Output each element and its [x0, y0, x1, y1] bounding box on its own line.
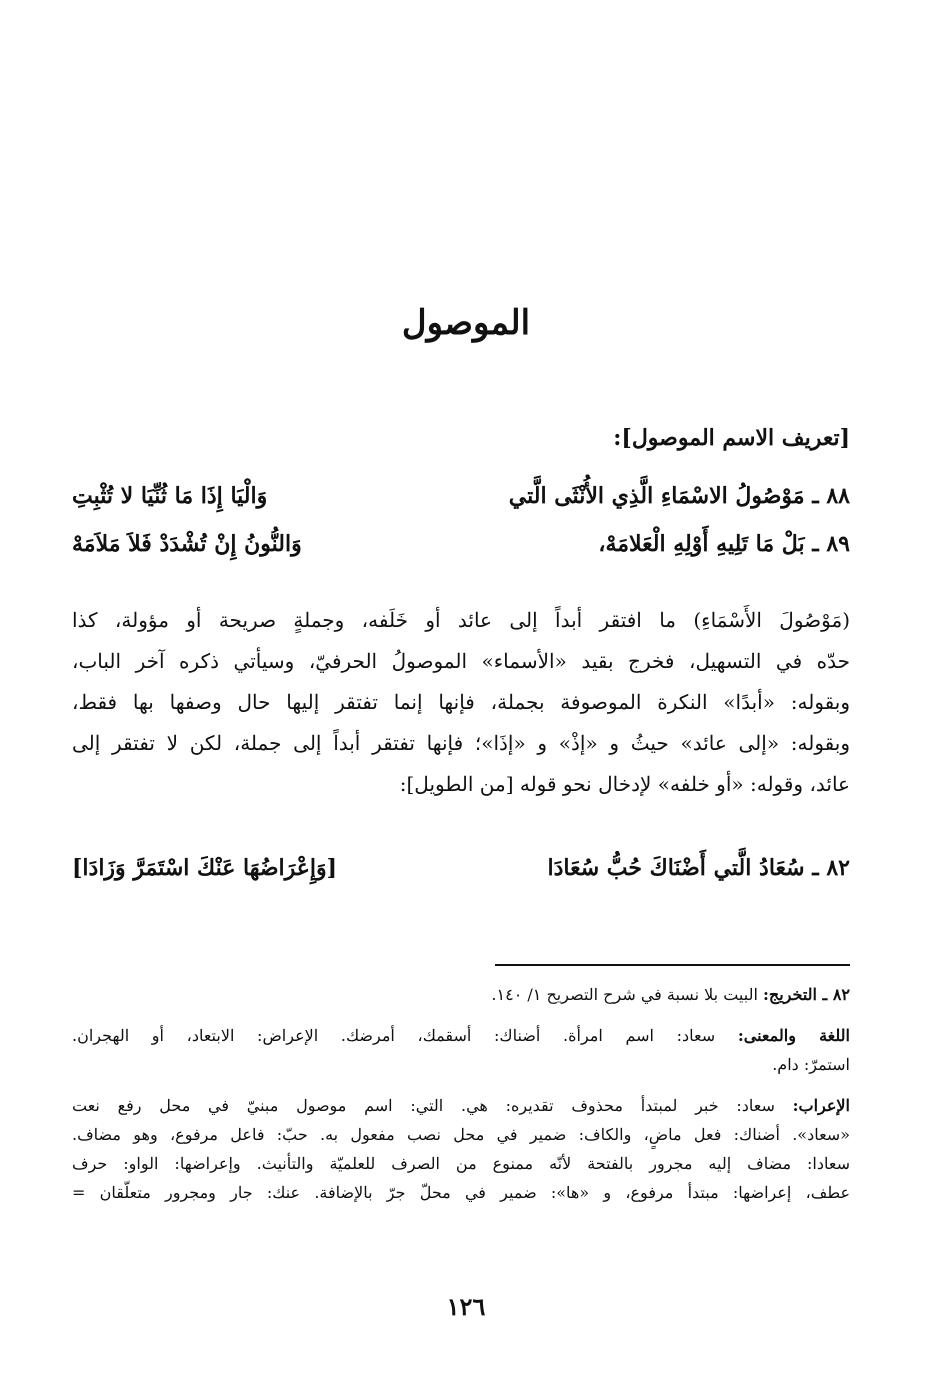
footnote-takhrij: ٨٢ ـ التخريج: البيت بلا نسبة في شرح التصريح ١/ ١٤٠. — [491, 985, 850, 1004]
verse-89-second-hemistich: وَالنُّونُ إِنْ تُشْدَدْ فَلاَ مَلاَمَهْ — [72, 531, 302, 557]
quoted-verse-first-hemistich: ٨٢ ـ سُعَادُ الَّتي أَضْنَاكَ حُبُّ سُعَادَا — [547, 855, 850, 881]
footnote-irab: الإعراب: سعاد: خبر لمبتدأ محذوف تقديره: هي. التي: اسم موصول مبنيّ في محل رفع نعت — [72, 1096, 850, 1115]
commentary-line: (مَوْصُولَ الأَسْمَاءِ) ما افتقر أبداً إلى عائد أو خَلَفه، وجملةٍ صريحة أو مؤولة، كذا — [72, 608, 850, 632]
commentary-line: عائد، وقوله: «أو خلفه» لإدخال نحو قوله [من الطويل]: — [399, 772, 850, 796]
verse-88-label: ٨٨ ـ — [812, 483, 850, 509]
footnote-irab-line: سعادا: مضاف إليه مجرور بالفتحة لأنّه ممنوع من الصرف للعلميّة والتأنيث. وإعراضها: الواو: حرف — [72, 1154, 850, 1173]
page-number: ١٢٦ — [446, 1292, 486, 1321]
verse-89 — [72, 522, 850, 566]
footnote-irab-line: «سعاد». أضناك: فعل ماضٍ، والكاف: ضمير في محل نصب مفعول به. حبّ: فاعل مرفوع، وهو مضاف. — [72, 1125, 850, 1144]
footnote-lugha: اللغة والمعنى: سعاد: اسم امرأة. أضناك: أسقمك، أمرضك. الإعراض: الابتعاد، أو الهجران. — [72, 1026, 850, 1045]
verse-88-second-hemistich: وَالْيَا إِذَا مَا ثُنِّيَا لا تُثْبِتِ — [72, 483, 268, 509]
quoted-verse-second-hemistich: [وَإِعْرَاضُهَا عَنْكَ اسْتَمَرَّ وَزَادَا] — [72, 855, 338, 881]
footnotes — [72, 980, 850, 1207]
footnote-divider — [495, 964, 850, 966]
footnote-lugha-continued: استمرّ: دام. — [772, 1055, 850, 1074]
verse-89-label: ٨٩ ـ — [812, 531, 850, 557]
quoted-verse-label: ٨٢ ـ — [812, 855, 850, 881]
verse-88-first-hemistich: ٨٨ ـ مَوْصُولُ الاسْمَاءِ الَّذِي الأُنْثَى الَّتي — [508, 483, 850, 509]
commentary-line: وبقوله: «أبدًا» النكرة الموصوفة بجملة، فإنها إنما تفتقر إليها حال وصفها بها فقط، — [72, 690, 850, 714]
chapter-title: الموصول — [401, 303, 531, 343]
footnote-irab-line: عطف، إعراضها: مبتدأ مرفوع، و «ها»: ضمير في محلّ جرّ بالإضافة. عنك: جار ومجرور متعلّقان = — [72, 1183, 850, 1202]
verse-89-first-hemistich: ٨٩ ـ بَلْ مَا تَلِيهِ أَوْلِهِ الْعَلامَهْ، — [598, 531, 850, 557]
commentary — [72, 600, 850, 805]
commentary-line: وبقوله: «إلى عائد» حيثُ و «إذْ» و «إذَا»؛ فإنها تفتقر أبداً إلى جملة، لكن لا تفتقر إلى — [72, 731, 850, 755]
commentary-line: حدّه في التسهيل، فخرج بقيد «الأسماء» الموصولُ الحرفيّ، وسيأتي ذكره آخر الباب، — [72, 649, 850, 673]
quoted-verse-82 — [72, 846, 850, 890]
verse-88 — [72, 474, 850, 518]
section-heading: [تعريف الاسم الموصول]: — [613, 425, 850, 451]
